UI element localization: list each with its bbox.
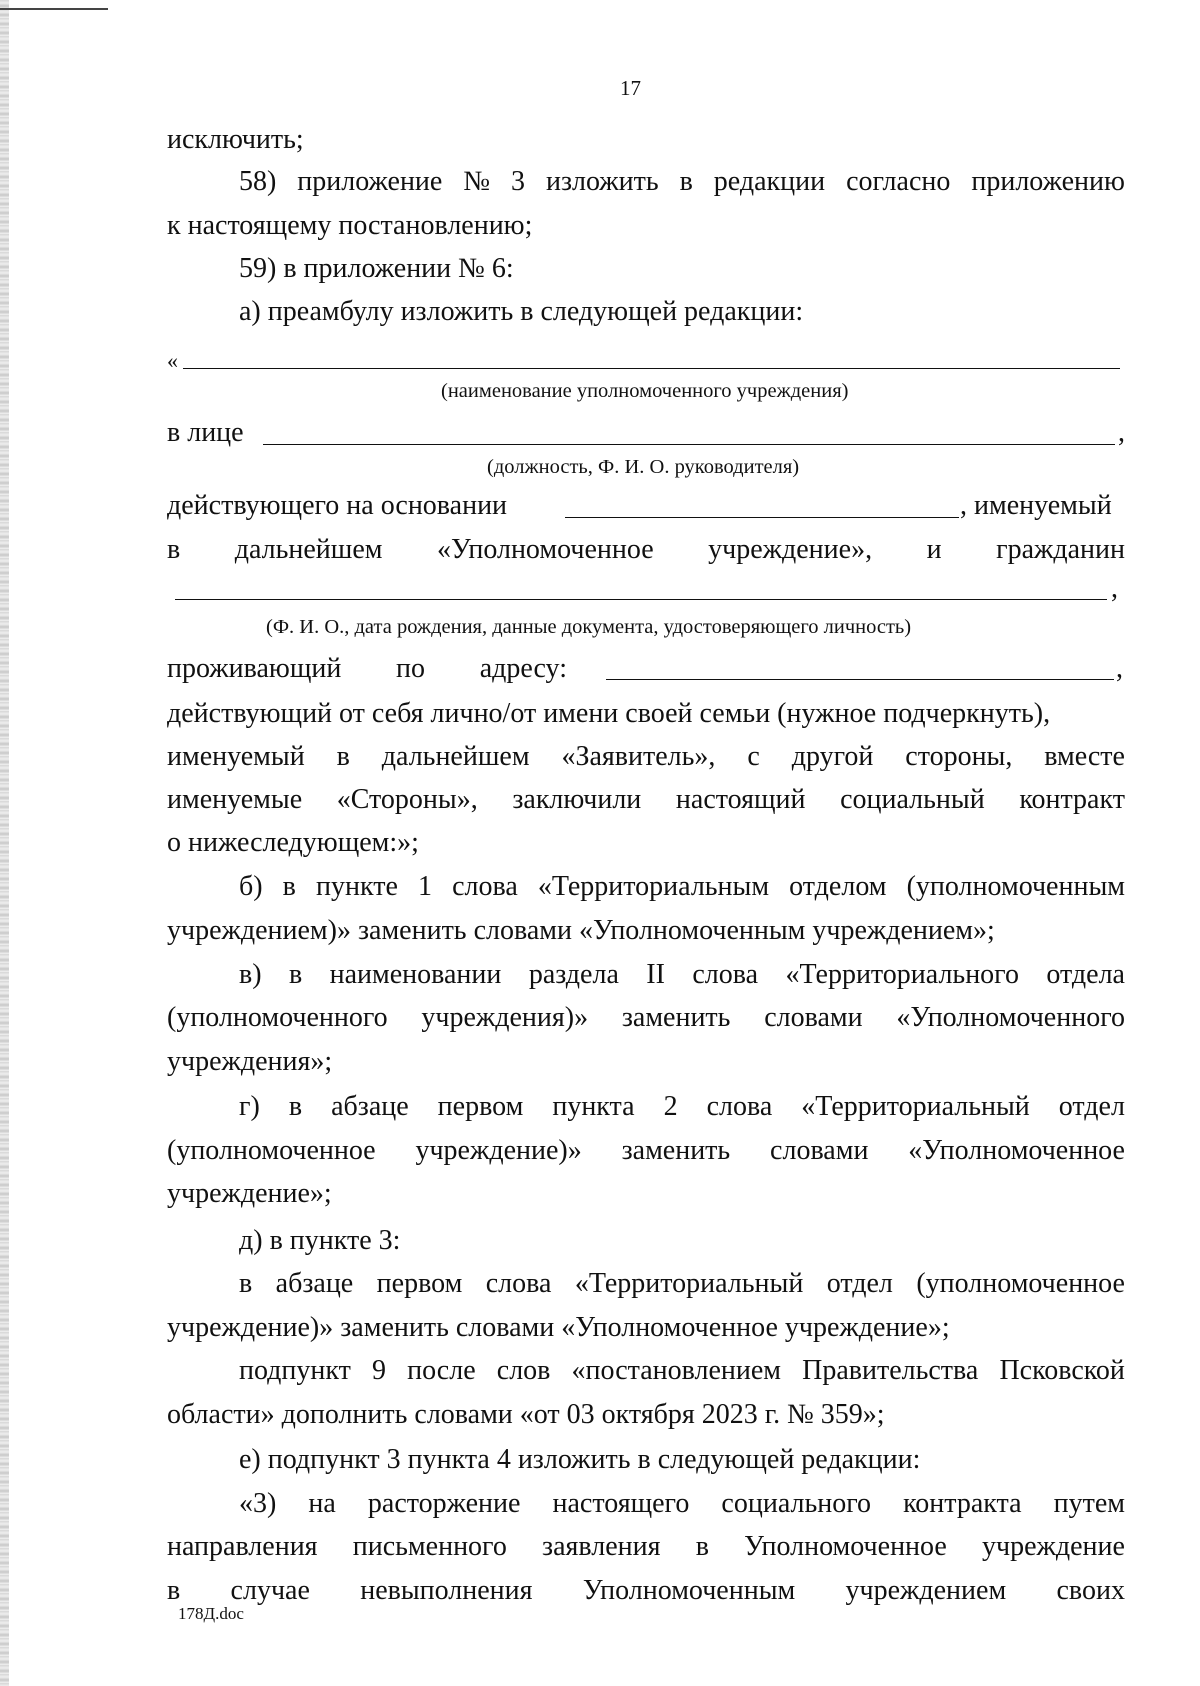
word: Псковской xyxy=(999,1355,1125,1386)
word: расторжение xyxy=(367,1488,521,1519)
corner-rule xyxy=(0,8,108,10)
justified-line xyxy=(167,1533,1125,1561)
word: отдел xyxy=(826,1268,893,1299)
blank-field-address xyxy=(606,679,1114,680)
word: учреждение», xyxy=(708,534,873,565)
justified-line xyxy=(167,1004,1125,1032)
word: в) xyxy=(239,959,262,990)
justified-line xyxy=(167,1577,1125,1605)
word: заключили xyxy=(512,784,642,815)
text-line: учреждения»; xyxy=(167,1046,333,1077)
word: адресу: xyxy=(479,653,567,684)
word: 1 xyxy=(417,871,432,902)
blank-field-citizen xyxy=(175,599,1107,600)
word: проживающий xyxy=(167,653,342,684)
text-line: 59) в приложении № 6: xyxy=(239,253,514,284)
field-label: действующего на основании xyxy=(167,490,508,521)
field-label: в лице xyxy=(167,417,244,448)
word: заменить xyxy=(621,1002,731,1033)
word: 9 xyxy=(372,1355,386,1386)
word: социального xyxy=(721,1488,872,1519)
word: «Уполномоченного xyxy=(896,1002,1125,1033)
field-caption: (наименование уполномоченного учреждения) xyxy=(441,380,849,402)
word: невыполнения xyxy=(360,1575,533,1606)
word: и xyxy=(926,534,942,565)
comma: , xyxy=(1118,417,1125,448)
word: словами xyxy=(770,1135,869,1166)
word: «Территориальным xyxy=(537,871,770,902)
word: в xyxy=(282,871,296,902)
word: «постановлением xyxy=(571,1355,781,1386)
comma: , xyxy=(1111,573,1118,604)
word: абзаце xyxy=(331,1091,409,1122)
justified-line xyxy=(167,1137,1125,1165)
word: по xyxy=(396,653,426,684)
word: пункта xyxy=(552,1091,635,1122)
word: учреждение)» xyxy=(415,1135,582,1166)
text-line: а) преамбулу изложить в следующей редакции: xyxy=(239,296,804,327)
word: вместе xyxy=(1044,741,1125,772)
word: другой xyxy=(791,741,874,772)
word: Уполномоченным xyxy=(582,1575,796,1606)
word: «3) xyxy=(239,1488,277,1519)
word: согласно xyxy=(846,166,951,197)
word: словами xyxy=(764,1002,863,1033)
word: в xyxy=(679,166,693,197)
word: социальный xyxy=(840,784,985,815)
word: раздела xyxy=(528,959,619,990)
word: в xyxy=(239,1268,253,1299)
open-quote: « xyxy=(167,348,178,373)
justified-line xyxy=(239,1270,1125,1298)
word: учреждения)» xyxy=(421,1002,589,1033)
text-line: к настоящему постановлению; xyxy=(167,210,533,241)
word: слова xyxy=(485,1268,552,1299)
justified-line xyxy=(239,1490,1125,1518)
word: «Территориального xyxy=(785,959,1019,990)
word: 2 xyxy=(663,1091,678,1122)
justified-line xyxy=(167,743,1125,771)
word: учреждением xyxy=(845,1575,1007,1606)
scan-edge xyxy=(0,0,9,1686)
text-line: действующий от себя лично/от имени своей семьи (нужное подчеркнуть), xyxy=(167,698,1051,729)
word: в xyxy=(288,959,303,990)
word: отдел xyxy=(1058,1091,1125,1122)
field-caption: (Ф. И. О., дата рождения, данные документа, удостоверяющего личность) xyxy=(266,616,912,638)
blank-field-basis xyxy=(565,517,959,518)
justified-line xyxy=(167,655,567,683)
word: после xyxy=(407,1355,476,1386)
word: б) xyxy=(239,871,263,902)
word: именуемые xyxy=(167,784,303,815)
comma: , xyxy=(1116,653,1123,684)
word: «Уполномоченное xyxy=(908,1135,1125,1166)
word: Правительства xyxy=(802,1355,979,1386)
word: с xyxy=(747,741,760,772)
word: направления xyxy=(167,1531,318,1562)
word: дальнейшем xyxy=(234,534,383,565)
word: отделом xyxy=(789,871,887,902)
word: г) xyxy=(239,1091,260,1122)
word: редакции xyxy=(713,166,826,197)
word: приложению xyxy=(971,166,1125,197)
word: № xyxy=(463,166,491,197)
word: 58) xyxy=(239,166,277,197)
blank-field-institution xyxy=(183,368,1120,369)
word: слов xyxy=(496,1355,551,1386)
word: гражданин xyxy=(996,534,1125,565)
word: изложить xyxy=(545,166,659,197)
word: в xyxy=(336,741,350,772)
word: заменить xyxy=(621,1135,731,1166)
word: настоящий xyxy=(675,784,806,815)
word: (уполномоченное xyxy=(916,1268,1125,1299)
word: слова xyxy=(706,1091,773,1122)
text-line: учреждение)» заменить словами «Уполномоченное учреждение»; xyxy=(167,1312,950,1343)
word: учреждение xyxy=(982,1531,1125,1562)
blank-field-representative xyxy=(263,444,1115,445)
word: «Территориальный xyxy=(574,1268,804,1299)
word: Уполномоченное xyxy=(744,1531,947,1562)
word: «Уполномоченное xyxy=(437,534,654,565)
word: (уполномоченное xyxy=(167,1135,376,1166)
text-line: учреждением)» заменить словами «Уполномоченным учреждением»; xyxy=(167,915,995,946)
word: первом xyxy=(437,1091,524,1122)
text-line: е) подпункт 3 пункта 4 изложить в следующей редакции: xyxy=(239,1444,921,1475)
word: в xyxy=(167,1575,181,1606)
word: «Стороны», xyxy=(336,784,478,815)
word: (уполномоченного xyxy=(167,1002,388,1033)
text-line: учреждение»; xyxy=(167,1178,332,1209)
word: письменного xyxy=(352,1531,507,1562)
word: наименовании xyxy=(329,959,502,990)
text-line: области» дополнить словами «от 03 октября 2023 г. № 359»; xyxy=(167,1399,885,1430)
word: пункте xyxy=(316,871,398,902)
word: слова xyxy=(692,959,759,990)
text-line: д) в пункте 3: xyxy=(239,1225,401,1256)
text-line: о нижеследующем:»; xyxy=(167,827,419,858)
justified-line xyxy=(239,1357,1125,1385)
word: своих xyxy=(1056,1575,1125,1606)
word: заявления xyxy=(542,1531,661,1562)
word: II xyxy=(646,959,665,990)
file-name-footer: 178Д.doc xyxy=(178,1604,244,1623)
word: в xyxy=(167,534,181,565)
word: на xyxy=(308,1488,336,1519)
justified-line xyxy=(239,961,1125,989)
word: стороны, xyxy=(905,741,1013,772)
word: слова xyxy=(452,871,518,902)
page-number: 17 xyxy=(620,76,641,100)
word: отдела xyxy=(1046,959,1125,990)
text-line: , именуемый xyxy=(960,490,1112,521)
justified-line xyxy=(167,786,1125,814)
word: в xyxy=(288,1091,303,1122)
text-line: исключить; xyxy=(167,124,304,155)
justified-line xyxy=(167,536,1125,564)
word: настоящего xyxy=(552,1488,690,1519)
word: (уполномоченным xyxy=(906,871,1125,902)
word: 3 xyxy=(511,166,525,197)
word: «Заявитель», xyxy=(561,741,716,772)
word: контракта xyxy=(903,1488,1022,1519)
word: приложение xyxy=(297,166,443,197)
word: абзаце xyxy=(275,1268,354,1299)
word: случае xyxy=(230,1575,310,1606)
field-caption: (должность, Ф. И. О. руководителя) xyxy=(487,456,800,478)
justified-line xyxy=(239,1093,1125,1121)
word: подпункт xyxy=(239,1355,351,1386)
justified-line xyxy=(239,873,1125,901)
word: первом xyxy=(376,1268,463,1299)
word: именуемый xyxy=(167,741,305,772)
word: дальнейшем xyxy=(381,741,530,772)
word: в xyxy=(695,1531,709,1562)
word: «Территориальный xyxy=(801,1091,1030,1122)
word: путем xyxy=(1053,1488,1125,1519)
word: контракт xyxy=(1019,784,1125,815)
justified-line xyxy=(239,168,1125,196)
